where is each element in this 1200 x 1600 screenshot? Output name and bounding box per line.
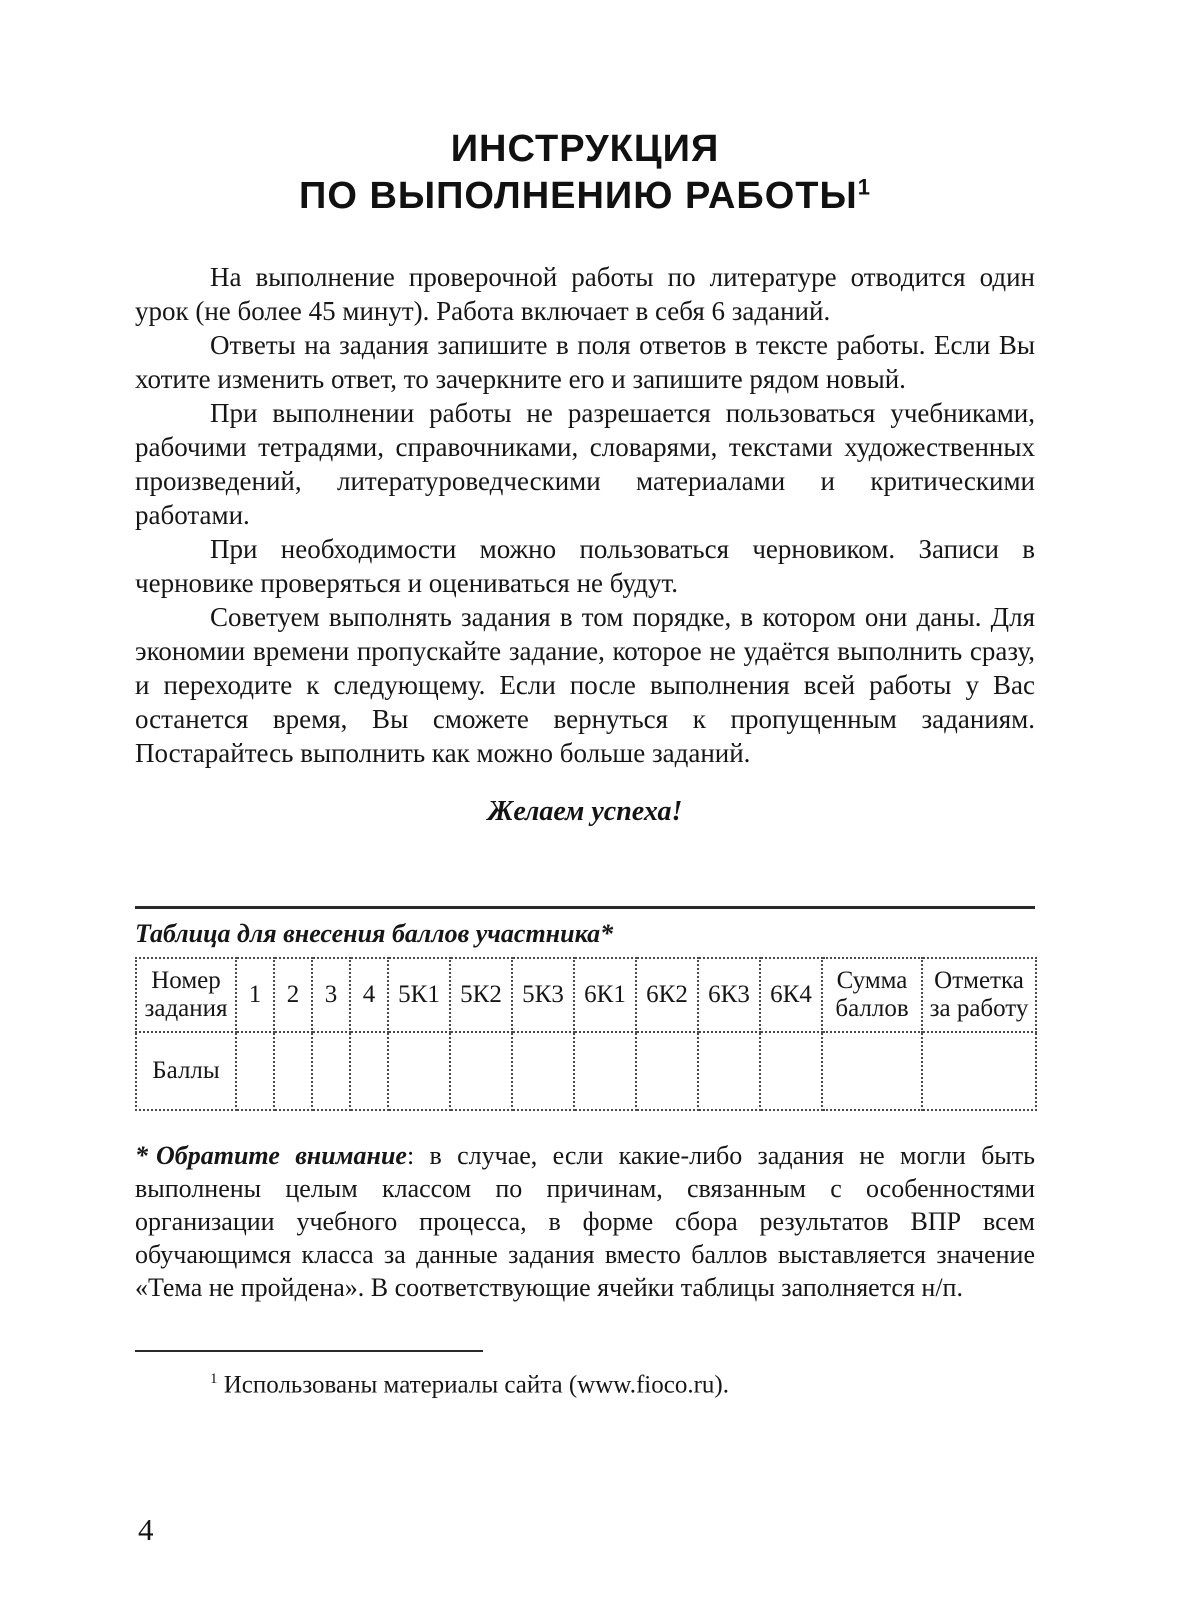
score-table (135, 957, 1037, 1111)
title-line-2 (135, 173, 1035, 220)
instruction-paragraph-3: При выполнении работы не разрешается пользоваться учебниками, рабочими тетрадями, справочниками, словарями, текстами художественных произведений, литературоведческими материалами и критическими работами. (135, 398, 1035, 530)
header-cell-task-number: Номер задания (136, 958, 236, 1032)
page-title (135, 126, 1035, 220)
header-cell-3: 3 (312, 958, 350, 1032)
instruction-paragraph-2: Ответы на задания запишите в поля ответов в тексте работы. Если Вы хотите изменить ответ, то зачеркните его и запишите рядом новый. (135, 330, 1035, 394)
section-divider (135, 906, 1035, 909)
title-footnote-ref: 1 (857, 174, 871, 200)
score-input-cell (760, 1032, 822, 1110)
score-table-points-row (136, 1032, 1036, 1110)
content-block (135, 0, 1035, 1400)
header-cell-2: 2 (274, 958, 312, 1032)
score-input-cell (922, 1032, 1036, 1110)
footnote (135, 1364, 1035, 1400)
note-asterisk: * (135, 1141, 148, 1170)
header-cell-sum: Сумма баллов (822, 958, 922, 1032)
score-table-header-row (136, 958, 1036, 1032)
attention-note (135, 1139, 1035, 1304)
score-input-cell (822, 1032, 922, 1110)
header-cell-4: 4 (350, 958, 388, 1032)
score-input-cell (636, 1032, 698, 1110)
score-input-cell (350, 1032, 388, 1110)
points-row-label: Баллы (136, 1032, 236, 1110)
instruction-paragraph-5: Советуем выполнять задания в том порядке, в котором они даны. Для экономии времени пропускайте задание, которое не удаётся выполнить сразу, и переходите к следующему. Если после выполнения всей работы у Вас останется время, Вы сможете вернуться к пропущенным заданиям. Постарайтесь выполнить как можно больше заданий. (135, 602, 1035, 768)
note-text: : в случае, если какие-либо задания не могли быть выполнены целым классом по причинам, связанным с особенностями организации учебного процесса, в форме сбора результатов ВПР всем обучающимся класса за данные задания вместо баллов выставляется значение «Тема не пройдена». В соответствующие ячейки таблицы заполняется н/п. (135, 1141, 1035, 1302)
header-cell-5k1: 5К1 (388, 958, 450, 1032)
footnote-text: Использованы материалы сайта (www.fioco.ru). (223, 1371, 729, 1399)
note-lead: Обратите внимание (156, 1141, 407, 1170)
score-input-cell (388, 1032, 450, 1110)
header-cell-5k2: 5К2 (450, 958, 512, 1032)
score-input-cell (698, 1032, 760, 1110)
page-number: 4 (138, 1512, 154, 1547)
score-input-cell (574, 1032, 636, 1110)
score-input-cell (450, 1032, 512, 1110)
score-input-cell (274, 1032, 312, 1110)
success-wish: Желаем успеха! (487, 796, 683, 827)
title-line-2-text: ПО ВЫПОЛНЕНИЮ РАБОТЫ (299, 175, 858, 217)
header-cell-1: 1 (236, 958, 274, 1032)
instruction-paragraph-4: При необходимости можно пользоваться черновиком. Записи в черновике проверяться и оцениваться не будут. (135, 534, 1035, 598)
footnote-separator (135, 1350, 483, 1352)
score-input-cell (236, 1032, 274, 1110)
header-cell-6k1: 6К1 (574, 958, 636, 1032)
header-cell-mark: Отметка за работу (922, 958, 1036, 1032)
score-input-cell (512, 1032, 574, 1110)
title-line-1: ИНСТРУКЦИЯ (450, 128, 720, 170)
score-input-cell (312, 1032, 350, 1110)
score-table-caption: Таблица для внесения баллов участника* (135, 919, 614, 948)
instruction-text (135, 260, 1035, 770)
header-cell-6k2: 6К2 (636, 958, 698, 1032)
header-cell-5k3: 5К3 (512, 958, 574, 1032)
header-cell-6k4: 6К4 (760, 958, 822, 1032)
header-cell-6k3: 6К3 (698, 958, 760, 1032)
instruction-paragraph-1: На выполнение проверочной работы по литературе отводится один урок (не более 45 минут). Работа включает в себя 6 заданий. (135, 262, 1035, 326)
footnote-ref: 1 (210, 1371, 218, 1387)
